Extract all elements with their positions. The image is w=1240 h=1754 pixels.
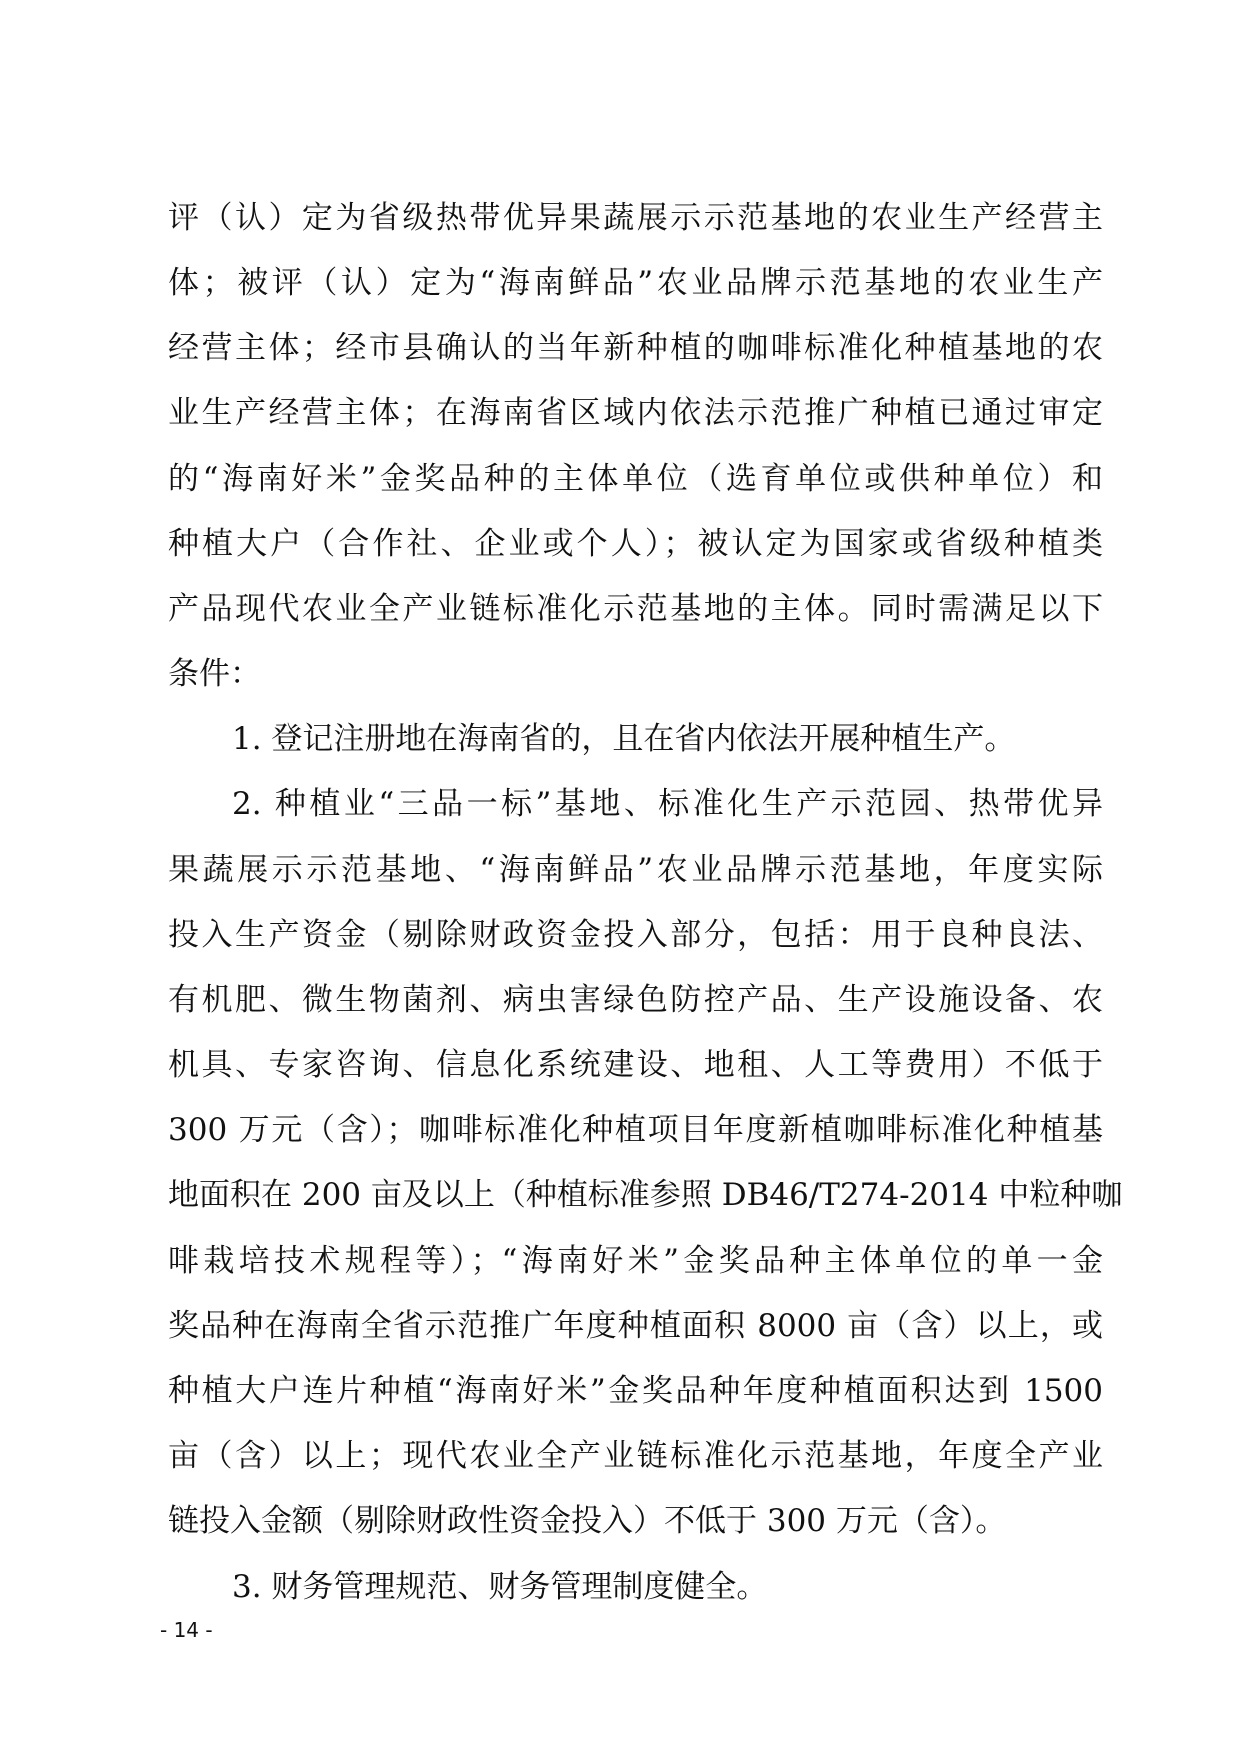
text-line: 条件： bbox=[168, 656, 261, 692]
text-line: 1. 登记注册地在海南省的，且在省内依法开展种植生产。 bbox=[232, 721, 1016, 757]
text-line: 经营主体；经市县确认的当年新种植的咖啡标准化种植基地的农 bbox=[168, 330, 1103, 366]
text-line: 有机肥、微生物菌剂、病虫害绿色防控产品、生产设施设备、农 bbox=[168, 982, 1103, 1018]
text-line: 3. 财务管理规范、财务管理制度健全。 bbox=[232, 1569, 768, 1605]
page-number: - 14 - bbox=[160, 1618, 213, 1642]
text-line: 评（认）定为省级热带优异果蔬展示示范基地的农业生产经营主 bbox=[168, 200, 1103, 236]
text-line: 300 万元（含）；咖啡标准化种植项目年度新植咖啡标准化种植基 bbox=[168, 1112, 1103, 1148]
text-line: 产品现代农业全产业链标准化示范基地的主体。同时需满足以下 bbox=[168, 591, 1103, 627]
text-line: 投入生产资金（剔除财政资金投入部分，包括：用于良种良法、 bbox=[168, 917, 1103, 953]
text-line: 2. 种植业“三品一标”基地、标准化生产示范园、热带优异 bbox=[232, 786, 1103, 822]
text-line: 奖品种在海南全省示范推广年度种植面积 8000 亩（含）以上，或 bbox=[168, 1308, 1103, 1344]
text-line: 种植大户连片种植“海南好米”金奖品种年度种植面积达到 1500 bbox=[168, 1373, 1103, 1409]
text-line: 地面积在 200 亩及以上（种植标准参照 DB46/T274-2014 中粒种咖 bbox=[168, 1177, 1123, 1213]
text-line: 业生产经营主体；在海南省区域内依法示范推广种植已通过审定 bbox=[168, 395, 1103, 431]
text-line: 种植大户（合作社、企业或个人）；被认定为国家或省级种植类 bbox=[168, 526, 1103, 562]
text-line: 啡栽培技术规程等）；“海南好米”金奖品种主体单位的单一金 bbox=[168, 1243, 1103, 1279]
text-line: 果蔬展示示范基地、“海南鲜品”农业品牌示范基地，年度实际 bbox=[168, 852, 1103, 888]
text-line: 体；被评（认）定为“海南鲜品”农业品牌示范基地的农业生产 bbox=[168, 265, 1103, 301]
text-line: 的“海南好米”金奖品种的主体单位（选育单位或供种单位）和 bbox=[168, 461, 1103, 497]
text-line: 亩（含）以上；现代农业全产业链标准化示范基地，年度全产业 bbox=[168, 1438, 1103, 1474]
text-line: 链投入金额（剔除财政性资金投入）不低于 300 万元（含）。 bbox=[168, 1503, 1007, 1539]
text-line: 机具、专家咨询、信息化系统建设、地租、人工等费用）不低于 bbox=[168, 1047, 1103, 1083]
